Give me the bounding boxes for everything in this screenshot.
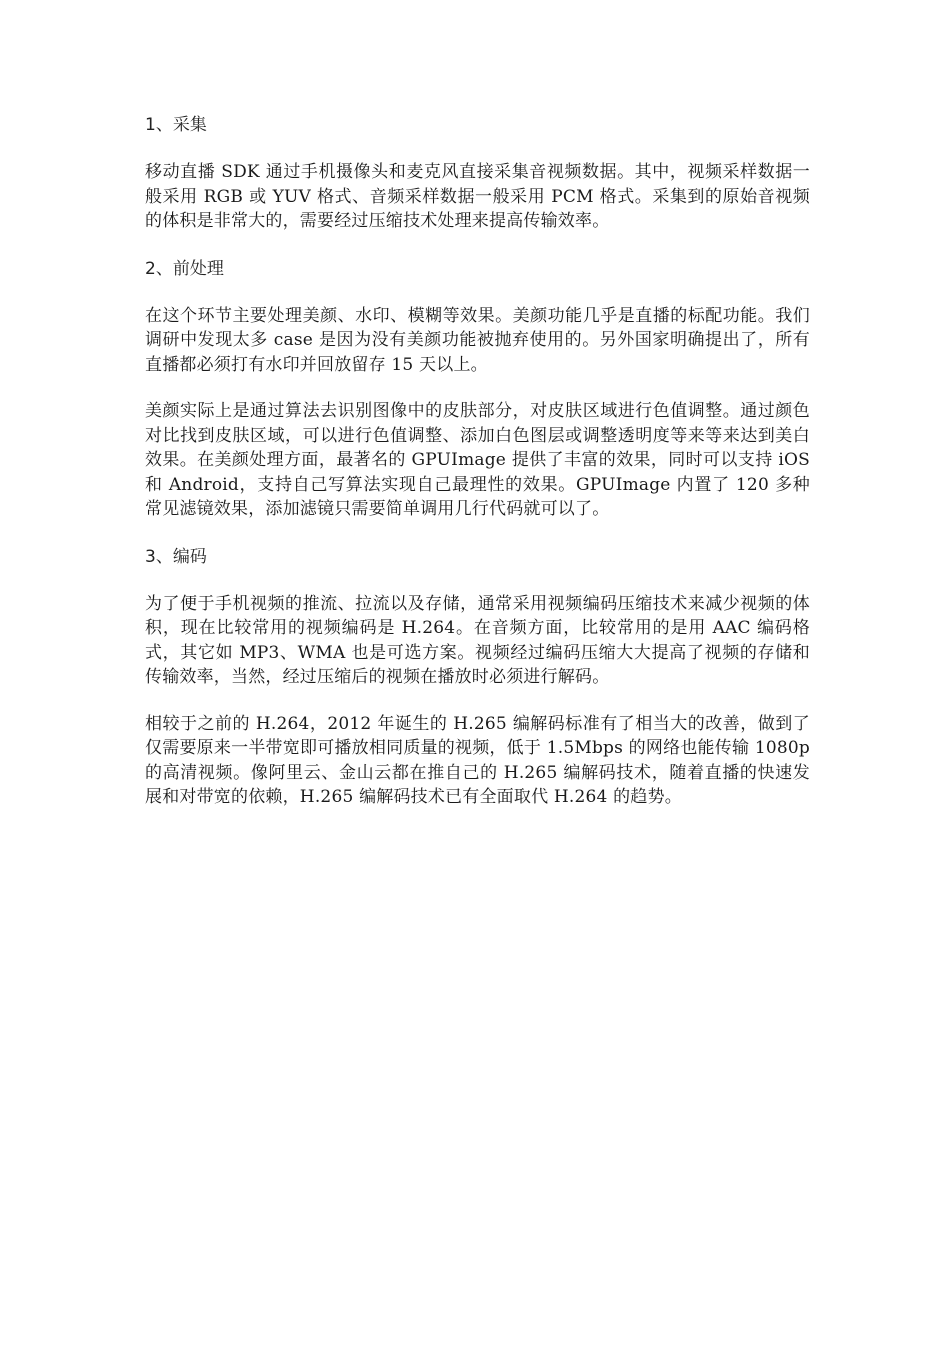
section-heading-preprocessing: 2、前处理: [145, 258, 224, 279]
document-body: [145, 112, 810, 832]
section-heading-capture: 1、采集: [145, 115, 207, 135]
paragraph-encoding-intro: 为了便于手机视频的推流、拉流以及存储，通常采用视频编码压缩技术来减少视频的体积，现在比较常用的视频编码是 H.264。在音频方面，比较常用的是用 AAC 编码格式，其它如 MP3、WMA 也是可选方案。视频经过编码压缩大大提高了视频的存储和传输效率，当然，经过压缩后的视频在播放时必须进行解码。: [145, 593, 810, 687]
section-heading-encoding: 3、编码: [145, 546, 207, 567]
paragraph-preprocessing-intro: 在这个环节主要处理美颜、水印、模糊等效果。美颜功能几乎是直播的标配功能。我们调研中发现太多 case 是因为没有美颜功能被抛弃使用的。另外国家明确提出了，所有直播都必须打有水印并回放留存 15 天以上。: [145, 305, 810, 375]
paragraph-h265: 相较于之前的 H.264，2012 年诞生的 H.265 编解码标准有了相当大的改善，做到了仅需要原来一半带宽即可播放相同质量的视频，低于 1.5Mbps 的网络也能传输 1080p 的高清视频。像阿里云、金山云都在推自己的 H.265 编解码技术，随着直播的快速发展和对带宽的依赖，H.265 编解码技术已有全面取代 H.264 的趋势。: [145, 713, 810, 807]
paragraph-beauty-filter: 美颜实际上是通过算法去识别图像中的皮肤部分，对皮肤区域进行色值调整。通过颜色对比找到皮肤区域，可以进行色值调整、添加白色图层或调整透明度等来等来达到美白效果。在美颜处理方面，最著名的 GPUImage 提供了丰富的效果，同时可以支持 iOS 和 Android，支持自己写算法实现自己最理性的效果。GPUImage 内置了 120 多种常见滤镜效果，添加滤镜只需要简单调用几行代码就可以了。: [145, 401, 810, 519]
paragraph-capture: 移动直播 SDK 通过手机摄像头和麦克风直接采集音视频数据。其中，视频采样数据一般采用 RGB 或 YUV 格式、音频采样数据一般采用 PCM 格式。采集到的原始音视频的体积是非常大的，需要经过压缩技术处理来提高传输效率。: [145, 162, 810, 231]
